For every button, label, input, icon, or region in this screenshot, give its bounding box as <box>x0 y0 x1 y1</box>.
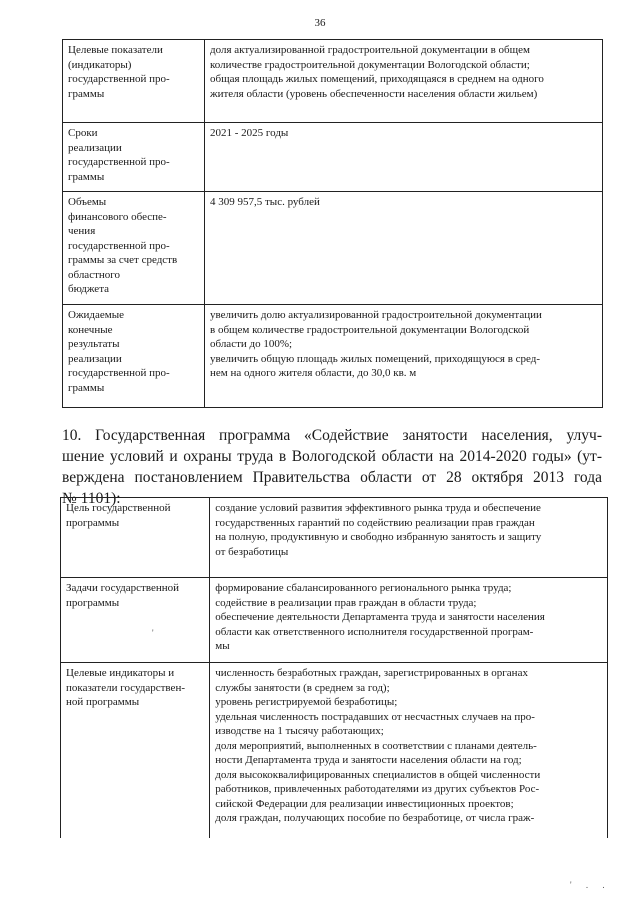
row-value <box>210 663 608 838</box>
row-value <box>210 578 608 663</box>
text-line: государственной про- <box>68 73 170 85</box>
text-line: областного <box>68 268 121 281</box>
text-line: численность безработных граждан, зарегистрированных в органах <box>215 667 528 679</box>
text-line: создание условий развития эффективного рынка труда и обеспечение <box>215 502 541 514</box>
page-number: 36 <box>314 17 326 29</box>
text-line: конечные <box>68 323 113 336</box>
text-line: ности Департамента труда и занятости населения области на год; <box>215 754 522 766</box>
text-line: 2021 - 2025 годы <box>210 127 289 139</box>
text-line: чения <box>68 225 96 237</box>
table-row <box>63 192 603 305</box>
text-line: государственной про- <box>68 239 170 252</box>
text-line: бюджета <box>68 283 110 295</box>
text-line: доля граждан, получающих пособие по безработице, от числа граж- <box>215 812 535 824</box>
text-line: сийской Федерации для реализации инвестиционных проектов; <box>215 797 514 810</box>
heading-line: верждена постановлением Правительства области от 28 октября 2013 года <box>62 469 602 486</box>
row-label <box>63 305 205 408</box>
row-value <box>210 498 608 578</box>
text-line: Целевые показатели <box>68 44 163 56</box>
text-line: граммы за счет средств <box>68 254 178 266</box>
table-row <box>63 40 603 123</box>
row-label <box>61 578 210 663</box>
row-value <box>205 305 603 408</box>
text-line: обеспечение деятельности Департамента труда и занятости населения <box>215 611 545 623</box>
text-line: службы занятости (в среднем за год); <box>215 681 390 694</box>
row-label <box>61 663 210 838</box>
text-line: работников, привлеченных работодателями из других субъектов Рос- <box>215 783 540 795</box>
text-line: удельная численность пострадавших от несчастных случаев на про- <box>215 710 535 723</box>
text-line: на полную, продуктивную и свободно избранную занятость и защиту <box>215 531 542 543</box>
row-value <box>205 123 603 192</box>
table-row <box>61 498 608 578</box>
text-line: Сроки <box>68 127 98 139</box>
text-line: количестве градостроительной документации Вологодской области; <box>210 58 530 71</box>
text-line: Ожидаемые <box>68 309 125 321</box>
text-line: доля высококвалифицированных специалистов в общей численности <box>215 768 541 781</box>
text-line: 4 309 957,5 тыс. рублей <box>210 196 320 208</box>
table-row <box>61 663 608 838</box>
text-line: ной программы <box>66 696 140 708</box>
text-line: изводстве на 1 тысячу работающих; <box>215 725 384 737</box>
table-program-summary-1 <box>62 39 603 408</box>
text-line: граммы <box>68 87 105 100</box>
scan-mark: ' <box>152 628 154 638</box>
text-line: Целевые индикаторы и <box>66 667 175 679</box>
text-line: государственной про- <box>68 156 170 168</box>
text-line: формирование сбалансированного регионального рынка труда; <box>215 582 512 594</box>
text-line: увеличить долю актуализированной градостроительной документации <box>210 309 542 321</box>
row-value <box>205 192 603 305</box>
text-line: уровень регистрируемой безработицы; <box>215 696 398 708</box>
text-line: показатели государствен- <box>66 681 185 694</box>
text-line: программы <box>66 596 120 609</box>
text-line: нем на одного жителя области, до 30,0 кв. м <box>210 367 417 379</box>
text-line: программы <box>66 516 120 529</box>
text-line: мы <box>215 640 230 652</box>
text-line: области до 100%; <box>210 338 293 350</box>
text-line: Цель государственной <box>66 502 171 514</box>
text-line: граммы <box>68 381 105 394</box>
heading-line: № 1101): <box>62 490 121 507</box>
row-label <box>63 123 205 192</box>
text-line: области как ответственного исполнителя государственной програм- <box>215 625 534 638</box>
row-label <box>63 40 205 123</box>
text-line: государственной про- <box>68 367 170 379</box>
text-line: доля мероприятий, выполненных в соответствии с планами деятель- <box>215 739 537 752</box>
text-line: граммы <box>68 170 105 183</box>
scan-mark: ' . . <box>570 880 611 890</box>
table-row <box>63 305 603 408</box>
text-line: (индикаторы) <box>68 58 132 71</box>
text-line: доля актуализированной градостроительной документации в общем <box>210 44 530 56</box>
row-value <box>205 40 603 123</box>
text-line: государственных гарантий по содействию реализации прав граждан <box>215 516 535 529</box>
text-line: увеличить общую площадь жилых помещений, приходящуюся в сред- <box>210 352 541 365</box>
text-line: в общем количестве градостроительной документации Вологодской <box>210 323 530 336</box>
heading-line: шение условий и охраны труда в Вологодской области на 2014-2020 годы» (ут- <box>62 448 602 465</box>
heading-line: 10. Государственная программа «Содействие занятости населения, улуч- <box>62 427 602 444</box>
table-row <box>63 123 603 192</box>
text-line: общая площадь жилых помещений, приходящаяся в среднем на одного <box>210 73 544 85</box>
text-line: Задачи государственной <box>66 582 179 594</box>
text-line: Объемы <box>68 196 107 208</box>
text-line: от безработицы <box>215 545 289 558</box>
text-line: финансового обеспе- <box>68 210 167 223</box>
text-line: реализации <box>68 352 122 365</box>
text-line: реализации <box>68 141 122 154</box>
row-label <box>61 498 210 578</box>
text-line: содействие в реализации прав граждан в области труда; <box>215 596 477 609</box>
table-program-summary-2 <box>60 497 608 838</box>
text-line: жителя области (уровень обеспеченности населения области жильем) <box>210 87 538 100</box>
row-label <box>63 192 205 305</box>
text-line: результаты <box>68 338 120 350</box>
table-row <box>61 578 608 663</box>
